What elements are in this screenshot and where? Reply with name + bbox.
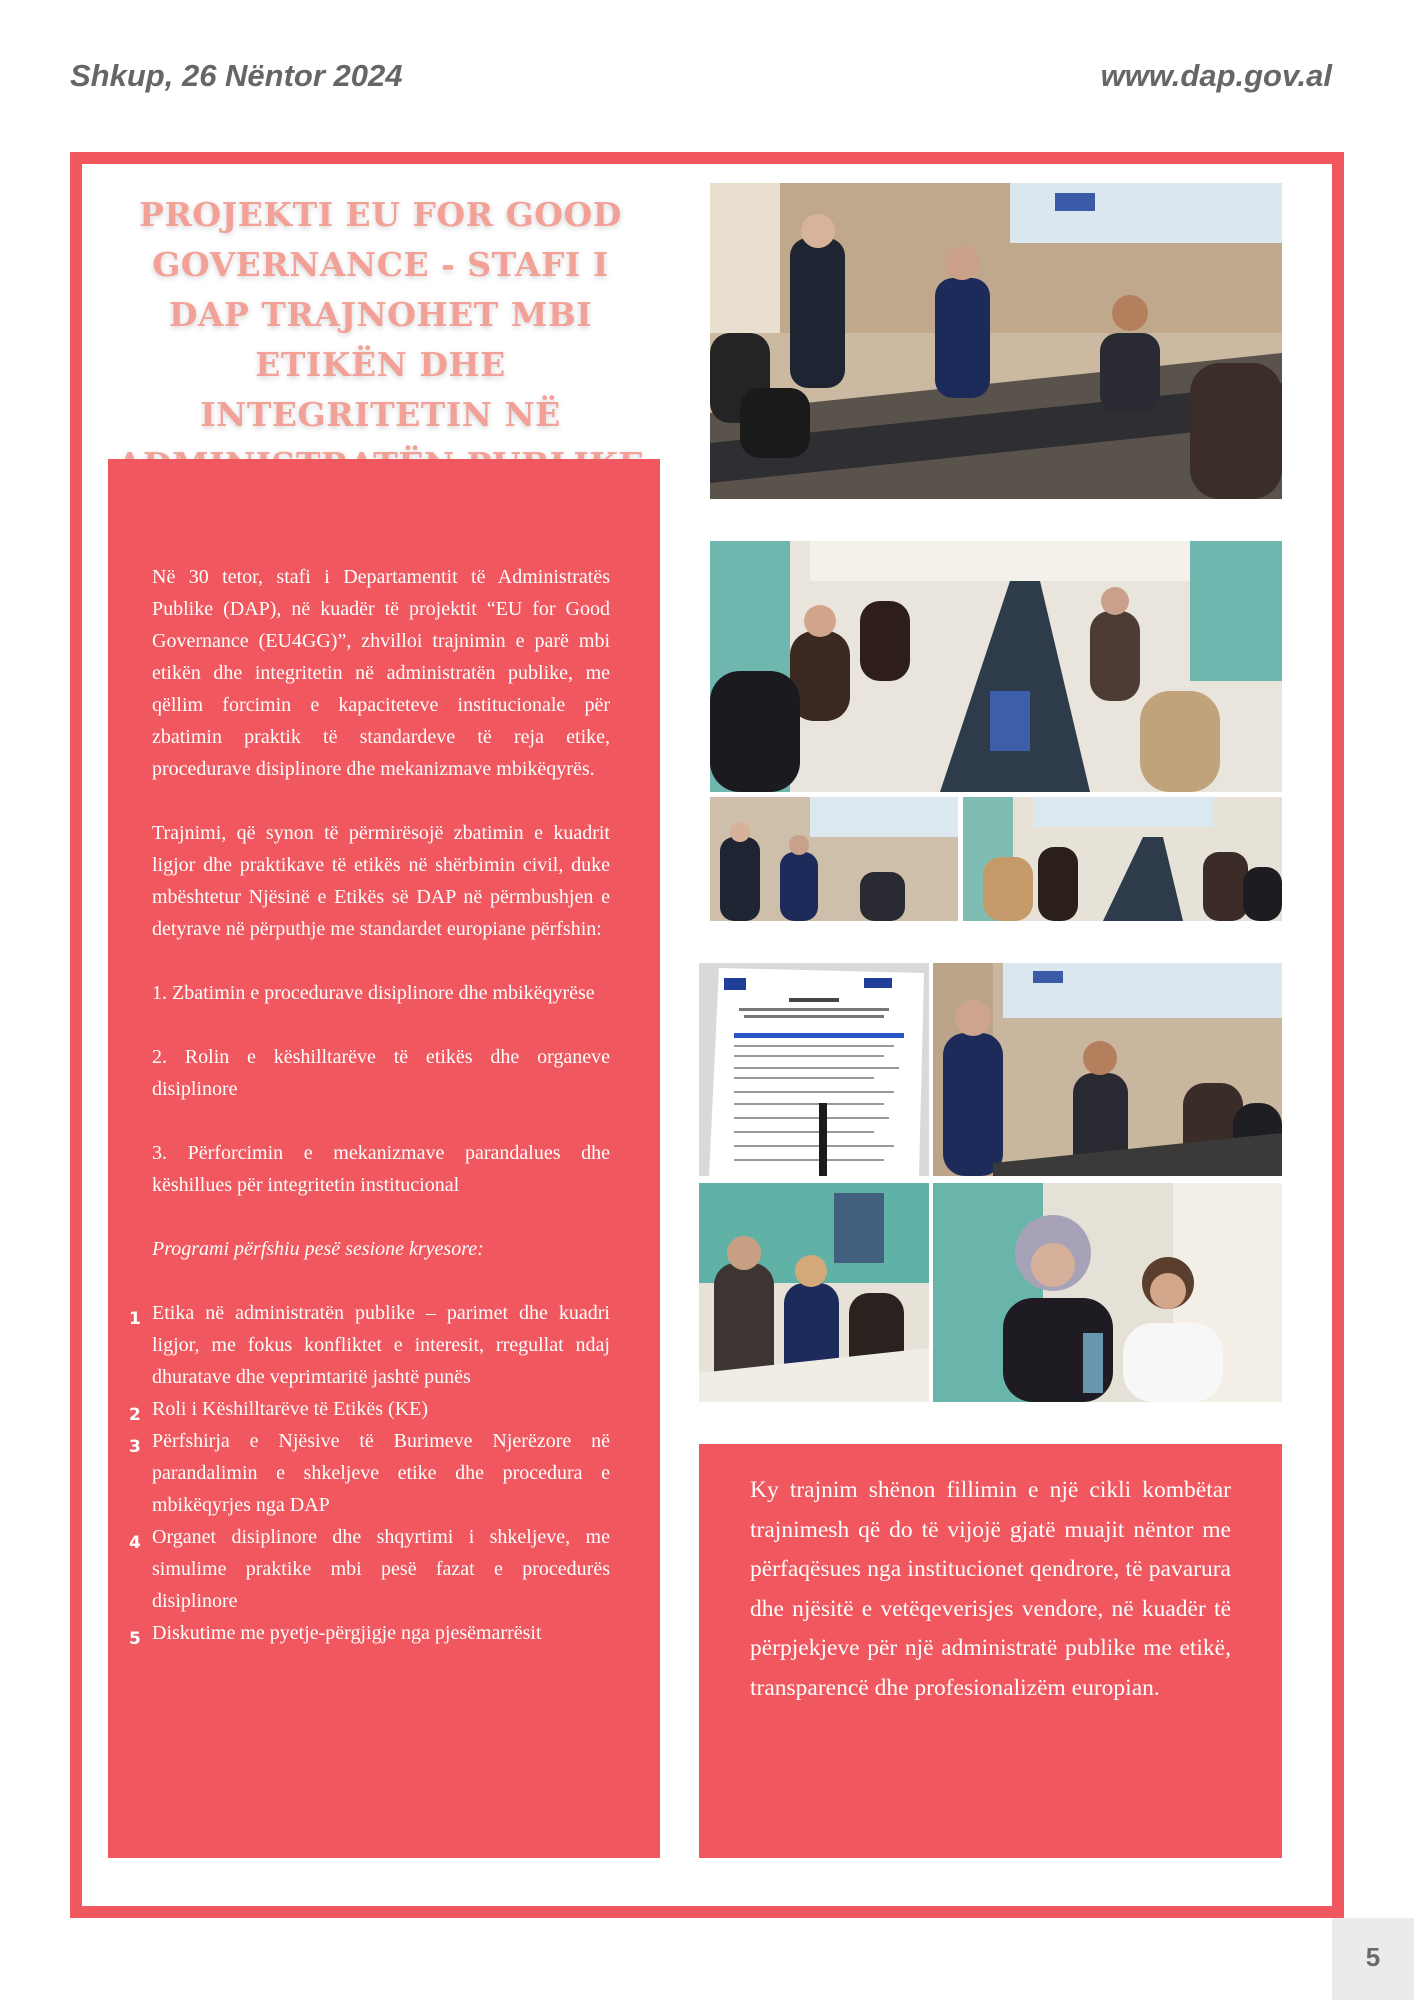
session-list xyxy=(129,1297,610,1649)
session-number: 3 xyxy=(129,1437,141,1457)
session-text: Roli i Këshilltarëve të Etikës (KE) xyxy=(152,1398,429,1420)
session-number: 5 xyxy=(129,1629,141,1649)
article-body xyxy=(129,561,610,1649)
page-number: 5 xyxy=(1365,1942,1381,1972)
session-item xyxy=(129,1297,610,1393)
photo-group-table-small xyxy=(963,797,1282,921)
header-website[interactable]: www.dap.gov.al xyxy=(1100,58,1332,93)
paragraph-intro: Në 30 tetor, stafi i Departamentit të Administratës Publike (DAP), në kuadër të projektit “EU for Good Governance (EU4GG)”, zhvilloi trajnimin e parë mbi etikën dhe integritetin në administratën publike, me qëllim forcimin e kapaciteteve institucionale për zbatimin praktik të standardeve të reja etike, procedurave disiplinore dhe mekanizmave mbikëqyrës. xyxy=(152,566,610,780)
photo-agenda-document xyxy=(699,963,929,1176)
session-item xyxy=(129,1393,610,1425)
objective-2: 2. Rolin e këshilltarëve të etikës dhe organeve disiplinore xyxy=(152,1046,610,1100)
photo-presenters-small xyxy=(710,797,958,921)
session-item xyxy=(129,1425,610,1521)
session-text: Diskutime me pyetje-përgjigje nga pjesëmarrësit xyxy=(152,1622,542,1644)
photo-participants-notes xyxy=(699,1183,929,1402)
session-number: 1 xyxy=(129,1309,141,1329)
session-number: 2 xyxy=(129,1405,141,1425)
closing-paragraph: Ky trajnim shënon fillimin e një cikli kombëtar trajnimesh që do të vijojë gjatë muajit nëntor me përfaqësues nga institucionet qendrore, të pavarura dhe njësitë e vetëqeverisjes vendore, në kuadër të përpjekjeve për një administratë publike me etikë, transparencë dhe profesionalizëm europian. xyxy=(750,1477,1231,1701)
paragraph-training-scope: Trajnimi, që synon të përmirësojë zbatimin e kuadrit ligjor dhe praktikave të etikës në shërbimin civil, duke mbështetur Njësinë e Etikës së DAP në përmbushjen e detyrave në përputhje me standardet europiane përfshin: xyxy=(152,822,610,940)
objective-1: 1. Zbatimin e procedurave disiplinore dhe mbikëqyrëse xyxy=(152,982,595,1004)
session-item xyxy=(129,1617,610,1649)
program-intro: Programi përfshiu pesë sesione kryesore: xyxy=(152,1238,484,1260)
header-place-date: Shkup, 26 Nëntor 2024 xyxy=(70,58,403,93)
page-number-box xyxy=(1332,1918,1414,2000)
session-number: 4 xyxy=(129,1533,141,1553)
session-text: Etika në administratën publike – parimet dhe kuadri ligjor, me fokus konfliktet e interesit, rregullat ndaj dhuratave dhe veprimtaritë jashtë punës xyxy=(152,1302,610,1388)
photo-meeting-table-wide xyxy=(710,541,1282,792)
session-text: Përfshirja e Njësive të Burimeve Njerëzore në parandalimin e shkeljeve etike dhe procedura e mbikëqyrjes nga DAP xyxy=(152,1430,610,1516)
article-title: PROJEKTI EU FOR GOOD GOVERNANCE - STAFI I DAP TRAJNOHET MBI ETIKËN DHE INTEGRITETIN NË xyxy=(139,195,622,434)
objective-3: 3. Përforcimin e mekanizmave parandalues dhe këshillues për integritetin institucional xyxy=(152,1142,610,1196)
session-item xyxy=(129,1521,610,1617)
photo-presenter-speaking xyxy=(933,963,1282,1176)
session-text: Organet disiplinore dhe shqyrtimi i shkeljeve, me simulime praktike mbi pesë fazat e procedurës disiplinore xyxy=(152,1526,610,1612)
photo-presenter-conference xyxy=(710,183,1282,499)
photo-participants-closeup xyxy=(933,1183,1282,1402)
